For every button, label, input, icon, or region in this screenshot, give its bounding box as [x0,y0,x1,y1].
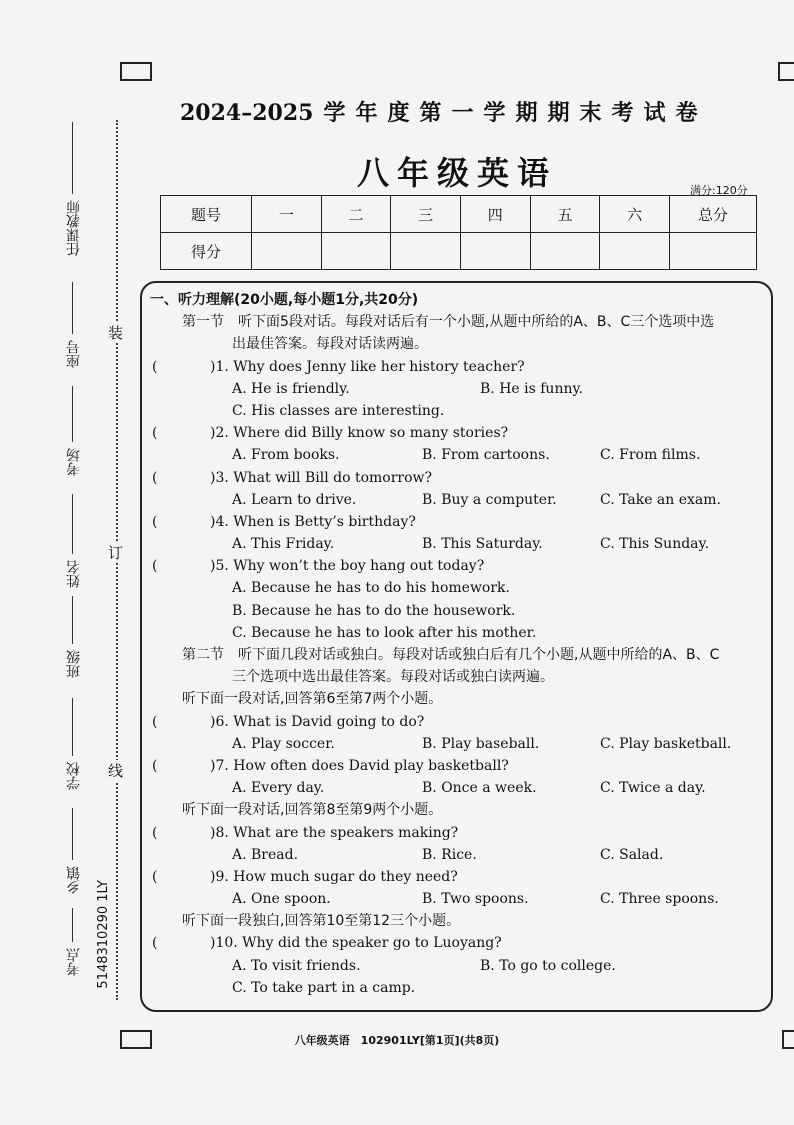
option-c: C. Three spoons. [600,891,719,908]
part1-instruction-line2: 出最佳答案。每段对话读两遍。 [232,336,428,353]
question-text: )8. What are the speakers making? [210,824,459,841]
question-10 [150,932,765,954]
score-input[interactable] [460,233,530,270]
score-cell-header: 六 [600,196,670,233]
intro-questions-6-7: 听下面一段对话,回答第6至第7两个小题。 [182,691,443,708]
question-text: )5. Why won’t the boy hang out today? [210,558,485,575]
option-c: C. His classes are interesting. [232,402,445,419]
side-label-room: 考场 [66,448,82,476]
option-c: C. To take part in a camp. [232,979,416,996]
answer-blank[interactable]: ( [152,469,158,486]
question-text: )9. How much sugar do they need? [210,868,458,885]
option-c: C. Because he has to look after his mother. [232,624,537,641]
question-text: )10. Why did the speaker go to Luoyang? [210,935,502,952]
option-b: B. Because he has to do the housework. [232,602,516,619]
option-a: A. To visit friends. [232,957,361,974]
question-5 [150,555,765,577]
score-cell-header: 五 [530,196,600,233]
option-a: A. Learn to drive. [232,491,357,508]
option-c: C. Twice a day. [600,780,706,797]
score-cell-total-header: 总分 [670,196,757,233]
side-field-name[interactable] [72,494,73,554]
listening-section [150,289,765,999]
side-label-name: 姓名 [66,560,82,588]
score-table-header-row [161,196,757,233]
answer-blank[interactable]: ( [152,757,158,774]
option-c: C. Take an exam. [600,491,721,508]
score-input-total[interactable] [670,233,757,270]
answer-blank[interactable]: ( [152,713,158,730]
question-2 [150,422,765,444]
option-c: C. Play basketball. [600,735,732,752]
option-a: A. From books. [232,447,340,464]
score-cell-header: 四 [460,196,530,233]
option-c: C. Salad. [600,846,664,863]
option-a: A. Play soccer. [232,735,335,752]
score-input[interactable] [252,233,322,270]
option-a: A. Bread. [232,846,299,863]
side-field-seat[interactable] [72,282,73,334]
option-b: B. Play baseball. [422,735,540,752]
exam-title [180,96,707,127]
score-input[interactable] [391,233,461,270]
option-a: A. He is friendly. [232,380,350,397]
answer-blank[interactable]: ( [152,558,158,575]
intro-questions-8-9: 听下面一段对话,回答第8至第9两个小题。 [182,802,443,819]
option-c: C. From films. [600,447,701,464]
side-label-seat: 座号 [66,340,82,368]
score-cell-header: 三 [391,196,461,233]
question-text: )3. What will Bill do tomorrow? [210,469,433,486]
question-8 [150,822,765,844]
score-input[interactable] [600,233,670,270]
option-a: A. Because he has to do his homework. [232,580,510,597]
question-text: )7. How often does David play basketball? [210,757,509,774]
answer-blank[interactable]: ( [152,935,158,952]
side-label-site: 考点 [66,948,82,976]
score-cell-label: 得分 [161,233,252,270]
answer-blank[interactable]: ( [152,358,158,375]
score-input[interactable] [321,233,391,270]
side-field-town[interactable] [72,808,73,860]
option-a: A. Every day. [232,780,325,797]
score-cell-header: 二 [321,196,391,233]
option-b: B. Two spoons. [422,891,529,908]
side-field-room[interactable] [72,386,73,442]
option-c: C. This Sunday. [600,536,710,553]
registration-mark-top-left [120,62,152,81]
option-b: B. He is funny. [480,380,583,397]
side-label-school: 学校 [66,762,82,790]
binding-mark-ding: 订 [108,544,124,562]
school-year: 2024–2025 [180,100,314,126]
option-a: A. This Friday. [232,536,335,553]
option-b: B. From cartoons. [422,447,550,464]
question-text: )1. Why does Jenny like her history teacher? [210,358,525,375]
question-3 [150,467,765,489]
score-table-score-row [161,233,757,270]
side-field-teacher[interactable] [72,122,73,194]
side-label-teacher: 任课教师 [66,200,82,256]
question-text: )2. Where did Billy know so many stories? [210,425,509,442]
binding-mark-zhuang: 装 [108,324,124,342]
question-1 [150,356,765,378]
option-b: B. To go to college. [480,957,616,974]
exam-subject: 八年级英语 [357,154,558,192]
exam-site-code: 5148310290 1LY [96,880,111,989]
exam-title-text: 学年度第一学期期末考试卷 [323,100,708,126]
side-field-class[interactable] [72,596,73,644]
answer-blank[interactable]: ( [152,868,158,885]
side-field-site[interactable] [72,908,73,942]
registration-mark-top-right [778,62,794,81]
score-cell-label: 题号 [161,196,252,233]
option-b: B. Rice. [422,846,477,863]
question-9 [150,866,765,888]
page-footer: 八年级英语 102901LY[第1页](共8页) [294,1034,500,1047]
full-mark: 满分:120分 [690,184,748,197]
option-b: B. Once a week. [422,780,537,797]
question-text: )6. What is David going to do? [210,713,425,730]
answer-blank[interactable]: ( [152,513,158,530]
part2-instruction-line2: 三个选项中选出最佳答案。每段对话或独白读两遍。 [232,669,554,686]
question-4 [150,511,765,533]
side-label-town: 乡镇 [66,866,82,894]
score-input[interactable] [530,233,600,270]
answer-blank[interactable]: ( [152,824,158,841]
score-table [160,195,757,270]
question-6 [150,711,765,733]
question-text: )4. When is Betty’s birthday? [210,513,416,530]
binding-mark-xian: 线 [108,762,124,780]
part2-instruction-line1: 第二节 听下面几段对话或独白。每段对话或独白后有几个小题,从题中所给的A、B、C [182,647,720,663]
score-cell-header: 一 [252,196,322,233]
answer-blank[interactable]: ( [152,425,158,442]
side-field-school[interactable] [72,698,73,756]
part1-instruction-line1: 第一节 听下面5段对话。每段对话后有一个小题,从题中所给的A、B、C三个选项中选 [182,314,715,331]
option-b: B. Buy a computer. [422,491,557,508]
side-label-class: 班级 [66,650,82,678]
option-a: A. One spoon. [232,891,331,908]
intro-questions-10-12: 听下面一段独白,回答第10至第12三个小题。 [182,913,461,930]
question-7 [150,755,765,777]
section-heading: 一、听力理解(20小题,每小题1分,共20分) [150,292,419,308]
option-b: B. This Saturday. [422,536,543,553]
